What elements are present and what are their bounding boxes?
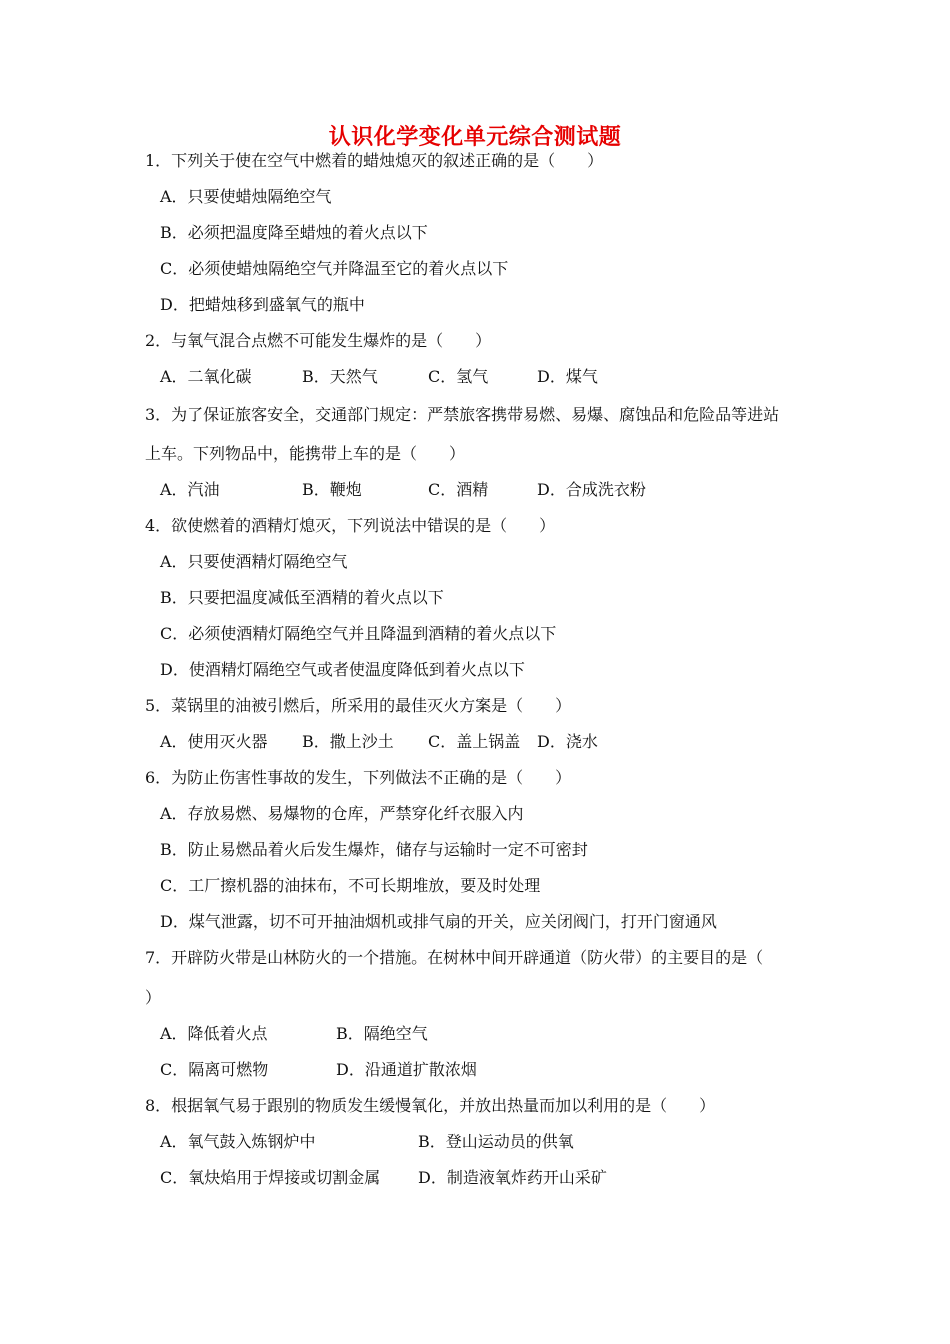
question-3-option-d: D．合成洗衣粉	[537, 480, 646, 499]
question-5-option-a: A．使用灭火器	[160, 732, 268, 751]
question-3-option-c: C．酒精	[428, 480, 489, 499]
document-title: 认识化学变化单元综合测试题	[328, 125, 622, 150]
question-1-option-d: D．把蜡烛移到盛氧气的瓶中	[160, 295, 365, 314]
question-8-option-b: B．登山运动员的供氧	[418, 1132, 574, 1151]
question-8-option-c: C．氧炔焰用于焊接或切割金属	[160, 1168, 381, 1187]
question-4-stem: 4．欲使燃着的酒精灯熄灭，下列说法中错误的是（ ）	[145, 516, 556, 535]
question-2-stem: 2．与氧气混合点燃不可能发生爆炸的是（ ）	[145, 331, 492, 350]
question-2-option-a: A．二氧化碳	[160, 367, 252, 386]
question-6-option-d: D．煤气泄露，切不可开抽油烟机或排气扇的开关，应关闭阀门，打开门窗通风	[160, 912, 717, 931]
question-2-option-d: D．煤气	[537, 367, 598, 386]
question-7-option-a: A．降低着火点	[160, 1024, 268, 1043]
question-6-option-a: A．存放易燃、易爆物的仓库，严禁穿化纤衣服入内	[160, 804, 524, 823]
question-5-stem: 5．菜锅里的油被引燃后，所采用的最佳灭火方案是（ ）	[145, 696, 572, 715]
question-3-option-a: A．汽油	[160, 480, 220, 499]
question-7-stem-line-2: ）	[145, 988, 162, 1007]
question-7-stem-line-1: 7．开辟防火带是山林防火的一个措施。在树林中间开辟通道（防火带）的主要目的是（	[145, 948, 764, 967]
question-7-option-d: D．沿通道扩散浓烟	[336, 1060, 477, 1079]
question-1-option-a: A．只要使蜡烛隔绝空气	[160, 187, 332, 206]
question-1-option-c: C．必须使蜡烛隔绝空气并降温至它的着火点以下	[160, 259, 509, 278]
question-7-option-b: B．隔绝空气	[336, 1024, 428, 1043]
question-3-option-b: B．鞭炮	[302, 480, 362, 499]
question-4-option-d: D．使酒精灯隔绝空气或者使温度降低到着火点以下	[160, 660, 525, 679]
question-2-option-c: C．氢气	[428, 367, 489, 386]
question-4-option-b: B．只要把温度减低至酒精的着火点以下	[160, 588, 444, 607]
question-4-option-c: C．必须使酒精灯隔绝空气并且降温到酒精的着火点以下	[160, 624, 557, 643]
question-5-option-c: C．盖上锅盖	[428, 732, 521, 751]
question-8-option-d: D．制造液氧炸药开山采矿	[418, 1168, 607, 1187]
question-5-option-b: B．撒上沙土	[302, 732, 394, 751]
question-7-option-c: C．隔离可燃物	[160, 1060, 269, 1079]
question-8-stem: 8．根据氧气易于跟别的物质发生缓慢氧化，并放出热量而加以利用的是（ ）	[145, 1096, 716, 1115]
question-5-option-d: D．浇水	[537, 732, 598, 751]
question-3-stem-line-2: 上车。下列物品中，能携带上车的是（ ）	[145, 444, 466, 463]
question-6-stem: 6．为防止伤害性事故的发生，下列做法不正确的是（ ）	[145, 768, 572, 787]
question-2-option-b: B．天然气	[302, 367, 378, 386]
question-6-option-c: C．工厂擦机器的油抹布，不可长期堆放，要及时处理	[160, 876, 541, 895]
question-1-stem: 1．下列关于使在空气中燃着的蜡烛熄灭的叙述正确的是（ ）	[145, 151, 604, 170]
question-3-stem-line-1: 3．为了保证旅客安全，交通部门规定：严禁旅客携带易燃、易爆、腐蚀品和危险品等进站	[145, 405, 780, 424]
question-8-option-a: A．氧气鼓入炼钢炉中	[160, 1132, 316, 1151]
question-6-option-b: B．防止易燃品着火后发生爆炸，储存与运输时一定不可密封	[160, 840, 588, 859]
question-1-option-b: B．必须把温度降至蜡烛的着火点以下	[160, 223, 428, 242]
question-4-option-a: A．只要使酒精灯隔绝空气	[160, 552, 348, 571]
